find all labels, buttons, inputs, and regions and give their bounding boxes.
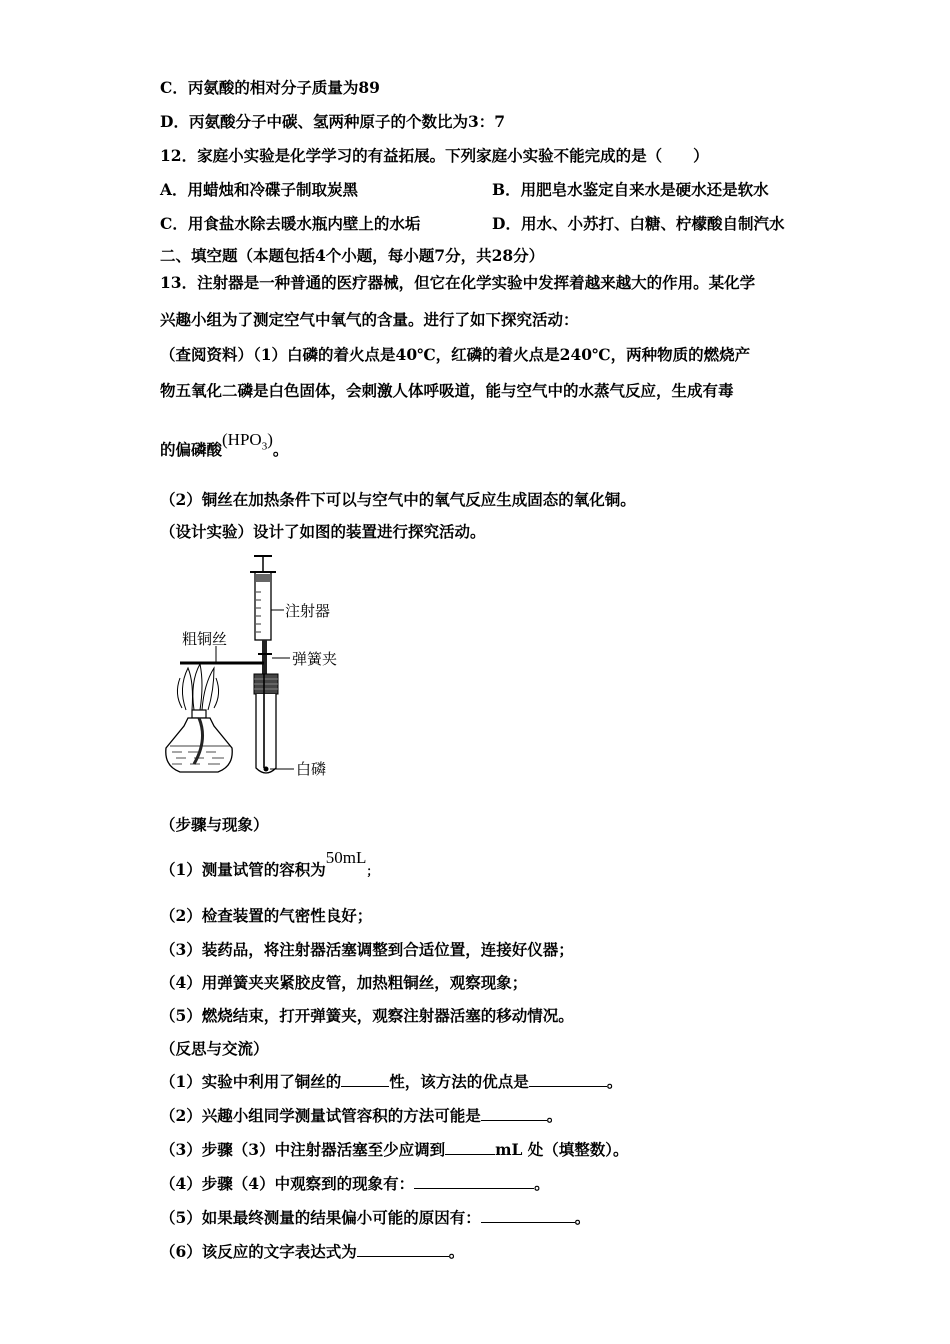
hpo3-formula: $(HPO_3)$ (222, 430, 273, 453)
step-3: （3）装药品，将注射器活塞调整到合适位置，连接好仪器； (160, 940, 574, 959)
syringe-piston (256, 574, 270, 582)
answer-blank[interactable] (414, 1174, 534, 1189)
answer-blank[interactable] (445, 1140, 495, 1155)
q12-option-a: A．用蜡烛和冷碟子制取炭黑 (160, 180, 359, 199)
label-copper-wire: 粗铜丝 (182, 630, 228, 648)
reflect-1: （1）实验中利用了铜丝的 性，该方法的优点是 。 (160, 1072, 623, 1091)
design-line: （设计实验）设计了如图的装置进行探究活动。 (160, 522, 486, 541)
info-line2: 物五氧化二磷是白色固体，会刺激人体呼吸道，能与空气中的水蒸气反应，生成有毒 (160, 381, 734, 400)
white-phosphorus (264, 767, 269, 772)
step-2: （2）检查装置的气密性良好； (160, 906, 373, 925)
step-1: （1）测量试管的容积为50mL； (160, 848, 379, 879)
reflect-5: （5）如果最终测量的结果偏小可能的原因有： 。 (160, 1208, 591, 1227)
answer-blank[interactable] (481, 1106, 547, 1121)
answer-blank[interactable] (529, 1072, 607, 1087)
info-line4: （2）铜丝在加热条件下可以与空气中的氧气反应生成固态的氧化铜。 (160, 490, 636, 509)
info-line1: （查阅资料）（1）白磷的着火点是40℃，红磷的着火点是240℃，两种物质的燃烧产 (160, 345, 751, 364)
answer-blank[interactable] (341, 1072, 389, 1087)
step-5: （5）燃烧结束，打开弹簧夹，观察注射器活塞的移动情况。 (160, 1006, 574, 1025)
q12-option-d: D．用水、小苏打、白糖、柠檬酸自制汽水 (492, 214, 785, 233)
test-tube (256, 694, 276, 773)
section-2-heading: 二、填空题（本题包括4个小题，每小题7分，共28分） (160, 246, 545, 265)
answer-blank[interactable] (481, 1208, 575, 1223)
label-syringe: 注射器 (285, 602, 331, 620)
q12-option-b: B．用肥皂水鉴定自来水是硬水还是软水 (492, 180, 769, 199)
label-clip: 弹簧夹 (292, 650, 338, 668)
volume-value: 50mL (325, 848, 367, 867)
question-13-line2: 兴趣小组为了测定空气中氧气的含量。进行了如下探究活动： (160, 310, 579, 329)
lamp-cap (192, 710, 206, 718)
question-12: 12．家庭小实验是化学学习的有益拓展。下列家庭小实验不能完成的是（ ） (160, 146, 709, 165)
answer-blank[interactable] (357, 1242, 449, 1257)
rubber-tube (262, 640, 267, 674)
flame (177, 664, 218, 710)
reflect-2: （2）兴趣小组同学测量试管容积的方法可能是 。 (160, 1106, 563, 1125)
reflect-3: （3）步骤（3）中注射器活塞至少应调到 mL 处（填整数）。 (160, 1140, 629, 1159)
option-c: C．丙氨酸的相对分子质量为89 (160, 78, 380, 97)
option-d: D．丙氨酸分子中碳、氢两种原子的个数比为3：7 (160, 112, 506, 131)
syringe-barrel (255, 572, 271, 640)
reflect-heading: （反思与交流） (160, 1039, 269, 1058)
apparatus-diagram (158, 550, 358, 780)
label-phosphorus: 白磷 (296, 760, 327, 778)
reflect-4: （4）步骤（4）中观察到的现象有： 。 (160, 1174, 550, 1193)
step-4: （4）用弹簧夹夹紧胶皮管，加热粗铜丝，观察现象； (160, 973, 528, 992)
reflect-6: （6）该反应的文字表达式为 。 (160, 1242, 465, 1261)
question-13-line1: 13．注射器是一种普通的医疗器械，但它在化学实验中发挥着越来越大的作用。某化学 (160, 273, 756, 292)
q12-option-c: C．用食盐水除去暖水瓶内壁上的水垢 (160, 214, 421, 233)
info-line3: 的偏磷酸$(HPO_3)$。 (160, 430, 289, 459)
steps-heading: （步骤与现象） (160, 815, 269, 834)
